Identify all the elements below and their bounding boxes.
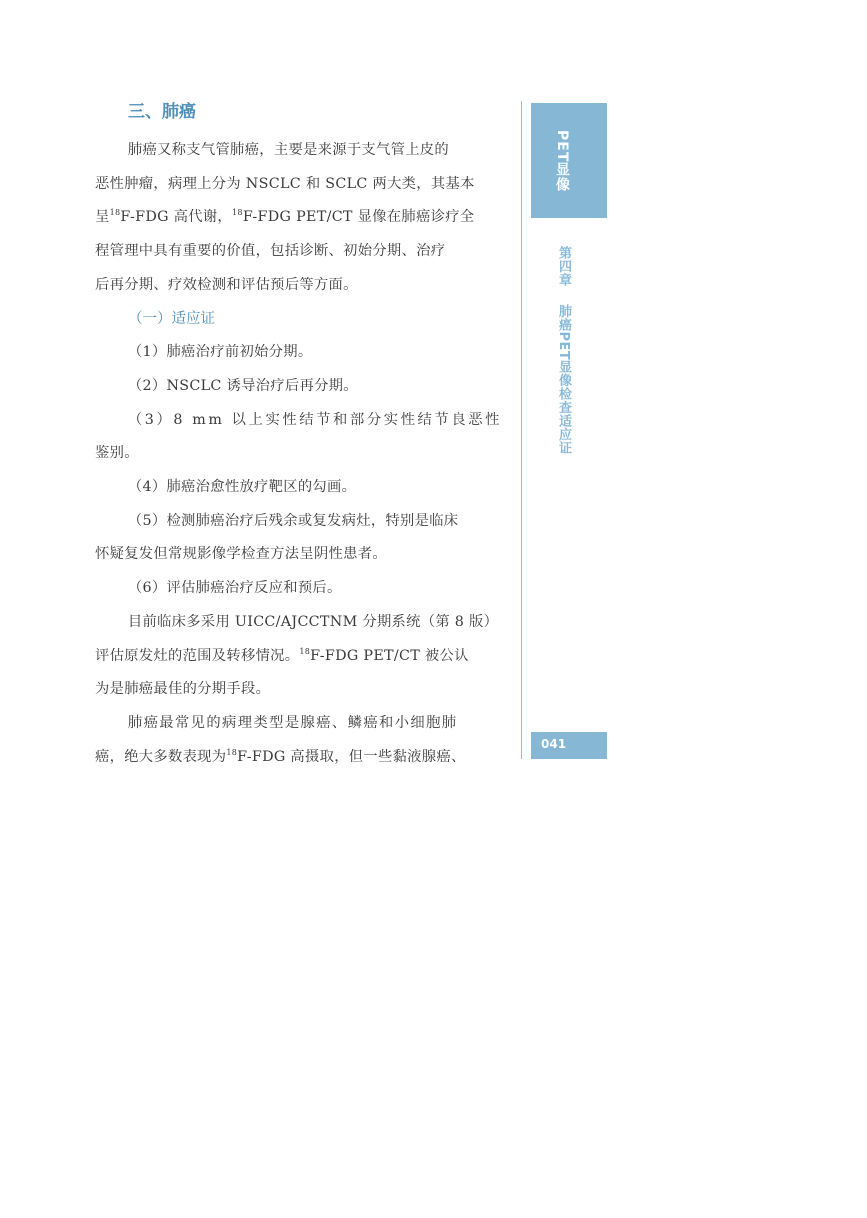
margin-divider-line bbox=[521, 101, 522, 759]
chapter-number: 第四章 bbox=[556, 246, 571, 287]
list-item-continuation: 鉴别。 bbox=[95, 445, 139, 462]
page-number: 041 bbox=[541, 737, 567, 751]
list-item: （3）8 mm 以上实性结节和部分实性结节良恶性 bbox=[127, 411, 503, 428]
text-line: 为是肺癌最佳的分期手段。 bbox=[95, 681, 271, 698]
staging-paragraph bbox=[95, 606, 499, 707]
subsection-heading: （一）适应证 bbox=[128, 310, 215, 327]
chapter-running-head bbox=[554, 246, 573, 455]
text-line: 肺癌最常见的病理类型是腺癌、鳞癌和小细胞肺 bbox=[127, 714, 458, 731]
text-line: 癌，绝大多数表现为$^{18}$F-FDG 高摄取，但一些黏液腺癌、 bbox=[95, 747, 466, 765]
text-line: 后再分期、疗效检测和评估预后等方面。 bbox=[95, 276, 358, 293]
list-item: （1）肺癌治疗前初始分期。 bbox=[127, 344, 313, 361]
list-item: （2）NSCLC 诱导治疗后再分期。 bbox=[127, 377, 358, 394]
list-item: （6）评估肺癌治疗反应和预后。 bbox=[127, 580, 342, 597]
text-line: 肺癌又称支气管肺癌，主要是来源于支气管上皮的 bbox=[127, 142, 450, 158]
indications-list bbox=[95, 336, 503, 606]
section-title: 三、肺癌 bbox=[128, 102, 196, 122]
pathology-paragraph bbox=[95, 707, 495, 774]
text-line: 程管理中具有重要的价值，包括诊断、初始分期、治疗 bbox=[95, 243, 446, 260]
text-line: 目前临床多采用 UICC/AJCCTNM 分期系统（第 8 版） bbox=[127, 613, 499, 630]
main-text-column bbox=[95, 98, 503, 774]
list-item-continuation: 怀疑复发但常规影像学检查方法呈阴性患者。 bbox=[95, 546, 387, 563]
text-line: 恶性肿瘤，病理上分为 NSCLC 和 SCLC 两大类，其基本 bbox=[95, 175, 475, 192]
side-tab-label: PET显像 bbox=[554, 130, 570, 193]
list-item: （4）肺癌治愈性放疗靶区的勾画。 bbox=[127, 479, 357, 496]
intro-paragraph bbox=[95, 134, 495, 303]
text-line: 呈$^{18}$F-FDG 高代谢，$^{18}$F-FDG PET/CT 显像在肺癌诊疗全 bbox=[95, 208, 475, 226]
list-item: （5）检测肺癌治疗后残余或复发病灶，特别是临床 bbox=[127, 512, 459, 529]
text-line: 评估原发灶的范围及转移情况。$^{18}$F-FDG PET/CT 被公认 bbox=[95, 646, 469, 664]
chapter-title: 肺癌PET显像检查适应证 bbox=[556, 304, 571, 455]
